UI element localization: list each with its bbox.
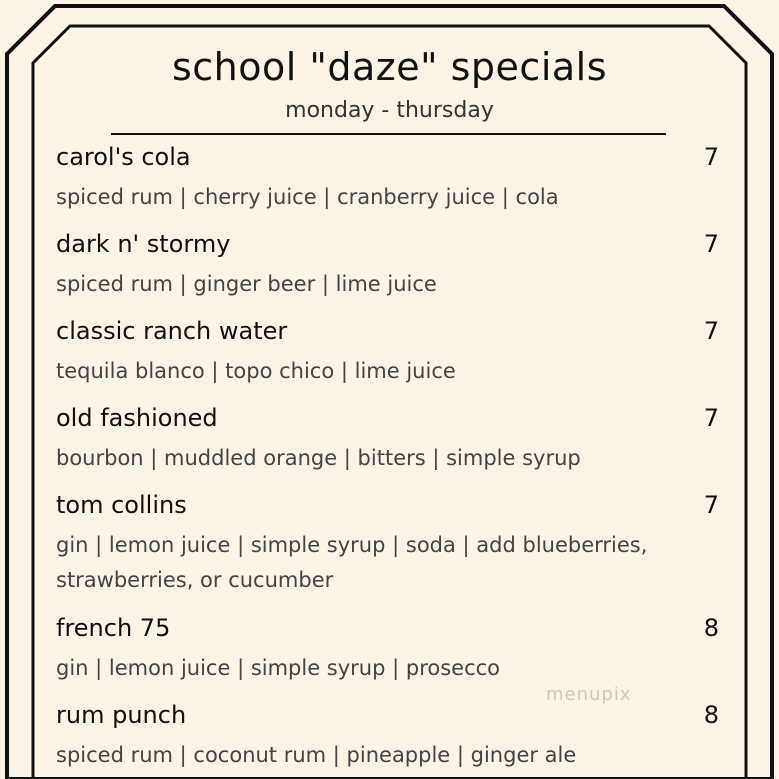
item-description: gin | lemon juice | simple syrup | prosecco xyxy=(56,656,501,680)
item-name: rum punch xyxy=(56,701,187,729)
menu-title: school "daze" specials xyxy=(171,45,608,89)
menu-item-dark-n-stormy xyxy=(56,229,721,302)
item-name: dark n' stormy xyxy=(56,230,231,258)
menu-item-rum-punch xyxy=(56,700,721,773)
item-price: 7 xyxy=(703,143,719,171)
item-description: gin | lemon juice | simple syrup | soda | add blueberries, strawberries, or cucumber xyxy=(56,533,648,592)
item-description: spiced rum | ginger beer | lime juice xyxy=(56,272,437,296)
menu-item-tom-collins xyxy=(56,490,721,598)
item-description: bourbon | muddled orange | bitters | simple syrup xyxy=(56,446,581,470)
item-name: old fashioned xyxy=(56,404,218,432)
item-name: classic ranch water xyxy=(56,317,288,345)
item-price: 7 xyxy=(703,404,719,432)
item-price: 7 xyxy=(703,230,719,258)
title-divider xyxy=(111,133,666,135)
item-description: spiced rum | coconut rum | pineapple | ginger ale xyxy=(56,743,577,767)
item-price: 7 xyxy=(703,317,719,345)
item-name: tom collins xyxy=(56,491,187,519)
item-name: carol's cola xyxy=(56,143,191,171)
item-description: tequila blanco | topo chico | lime juice xyxy=(56,359,456,383)
item-name: french 75 xyxy=(56,614,171,642)
item-price: 8 xyxy=(703,614,719,642)
item-price: 7 xyxy=(703,491,719,519)
watermark-logo: menupix xyxy=(546,684,632,705)
menu-item-carols-cola xyxy=(56,142,721,215)
menu-item-old-fashioned xyxy=(56,403,721,476)
menu-item-classic-ranch-water xyxy=(56,316,721,389)
item-price: 8 xyxy=(703,701,719,729)
menu-item-french-75 xyxy=(56,613,721,686)
menu-subtitle: monday - thursday xyxy=(285,98,494,123)
item-description: spiced rum | cherry juice | cranberry juice | cola xyxy=(56,185,559,209)
